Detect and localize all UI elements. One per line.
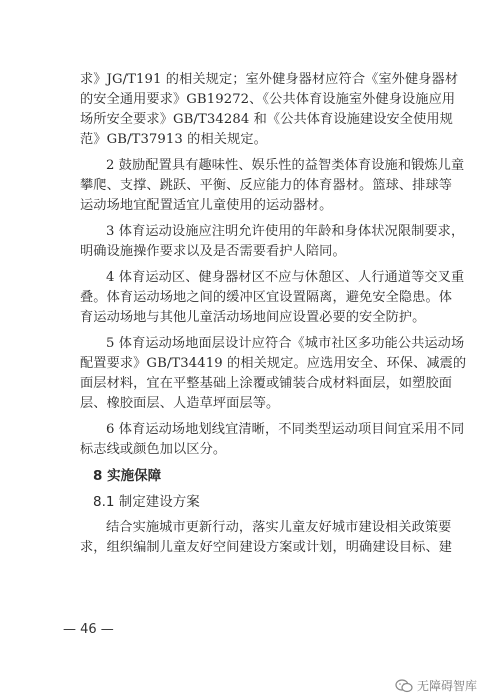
text-line: 求，组织编制儿童友好空间建设方案或计划，明确建设目标、建 <box>80 540 453 555</box>
text-line: 明确设施操作要求以及是否需要看护人陪同。 <box>80 244 346 259</box>
text-line: 运动场地宜配置适宜儿童使用的运动器材。 <box>80 198 333 213</box>
subsection-heading: 8.1 制定建设方案 <box>93 494 200 510</box>
text-line: 结合实施城市更新行动，落实儿童友好城市建设相关政策要 <box>106 520 452 535</box>
text-line: 育运动场地与其他儿童活动场地间应设置必要的安全防护。 <box>80 310 426 325</box>
wechat-icon <box>395 679 413 693</box>
text-line: 4 体育运动区、健身器材区不应与休憩区、人行通道等交叉重 <box>106 270 465 285</box>
watermark <box>395 677 477 694</box>
page-number: — 46 — <box>63 622 114 637</box>
text-line: 范》GB/T37913 的相关规定。 <box>80 132 267 147</box>
text-line: 的安全通用要求》GB19272、《公共体育设施室外健身设施应用 <box>80 92 456 107</box>
text-line: 3 体育运动设施应注明允许使用的年龄和身体状况限制要求， <box>106 224 465 239</box>
text-line: 面层材料，宜在平整基础上涂覆或铺装合成材料面层，如塑胶面 <box>80 376 453 391</box>
text-line: 6 体育运动场地划线宜清晰，不同类型运动项目间宜采用不同 <box>106 422 465 437</box>
text-line: 叠。体育运动场地之间的缓冲区宜设置隔离，避免安全隐患。体 <box>80 290 453 305</box>
text-line: 层、橡胶面层、人造草坪面层等。 <box>80 396 280 411</box>
watermark-text: 无障碍智库 <box>416 679 477 693</box>
text-line: 求》JG/T191 的相关规定；室外健身器材应符合《室外健身器材 <box>80 72 459 87</box>
text-line: 5 体育运动场地面层设计应符合《城市社区多功能公共运动场 <box>106 336 465 351</box>
text-line: 标志线或颜色加以区分。 <box>80 442 227 457</box>
text-line: 场所安全要求》GB/T34284 和《公共体育设施建设安全使用规 <box>80 112 453 127</box>
text-line: 攀爬、支撑、跳跃、平衡、反应能力的体育器材。篮球、排球等 <box>80 178 453 193</box>
section-heading: 8 实施保障 <box>93 468 162 484</box>
document-body <box>80 70 467 558</box>
text-line: 配置要求》GB/T34419 的相关规定。应选用安全、环保、减震的 <box>80 356 467 371</box>
text-line: 2 鼓励配置具有趣味性、娱乐性的益智类体育设施和锻炼儿童 <box>106 158 465 173</box>
